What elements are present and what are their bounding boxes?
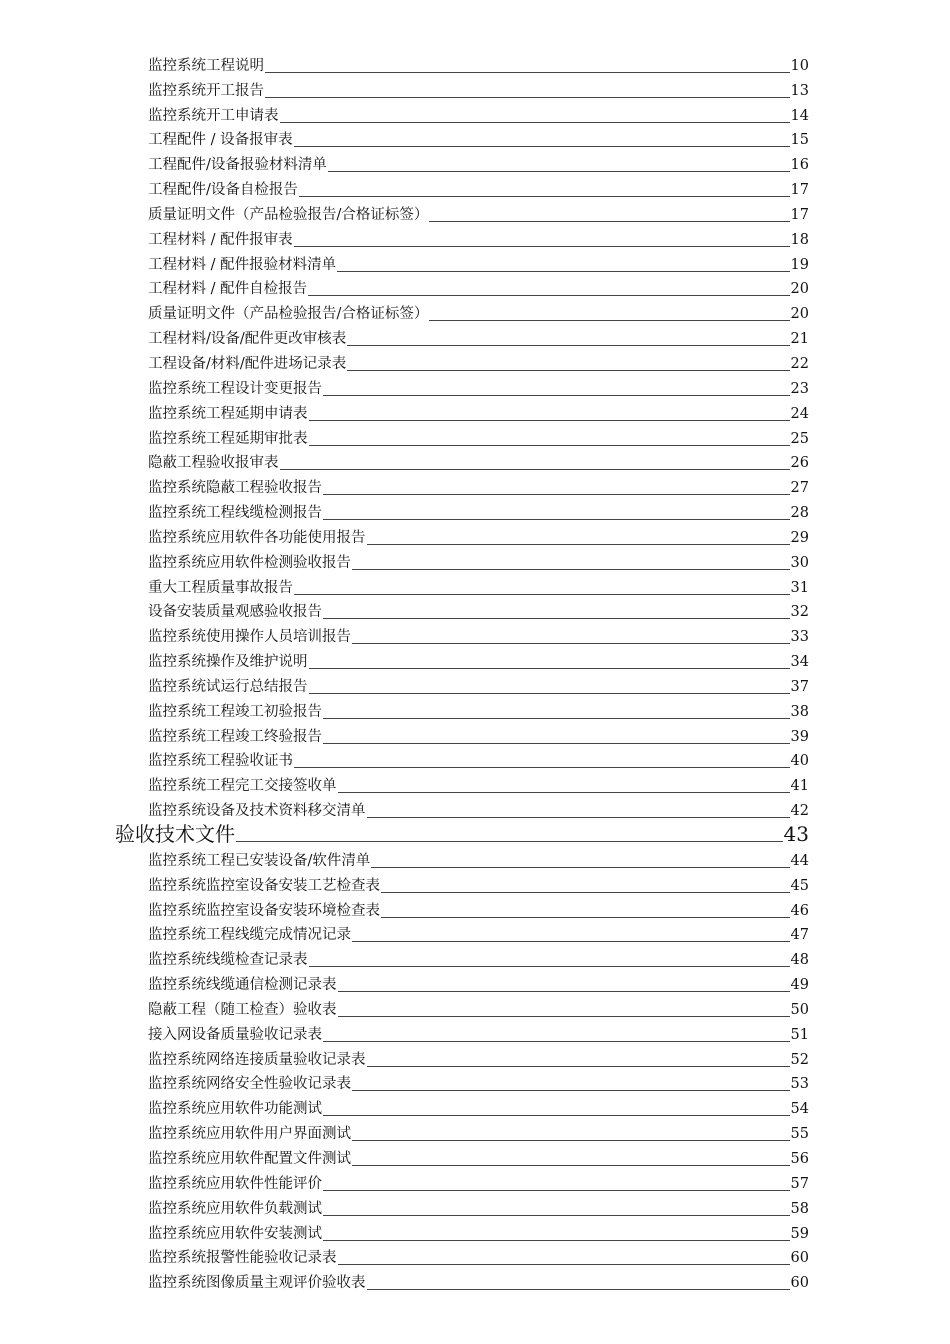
toc-entry-page-number: 18 (790, 231, 809, 248)
toc-entry[interactable] (0, 1118, 950, 1143)
toc-entry[interactable] (0, 696, 950, 721)
toc-leader-line (309, 445, 790, 446)
toc-leader-line (352, 1090, 790, 1091)
toc-entry[interactable] (0, 1093, 950, 1118)
toc-entry-title: 工程材料 / 配件报审表 (148, 231, 293, 248)
toc-leader-line (323, 494, 790, 495)
toc-entry-page-number: 42 (790, 803, 809, 820)
toc-entry[interactable] (0, 199, 950, 224)
toc-entry-page-number: 59 (790, 1225, 809, 1242)
toc-entry-page-number: 40 (790, 753, 809, 770)
toc-entry[interactable] (0, 646, 950, 671)
toc-entry[interactable] (0, 1193, 950, 1218)
toc-leader-line (294, 594, 790, 595)
toc-entry-page-number: 26 (790, 455, 809, 472)
toc-entry[interactable] (0, 274, 950, 299)
toc-entry[interactable] (0, 125, 950, 150)
toc-entry[interactable] (0, 671, 950, 696)
toc-entry-page-number: 17 (790, 182, 809, 199)
toc-leader-line (338, 1264, 790, 1265)
toc-leader-line (323, 618, 790, 619)
toc-entry-title: 监控系统应用软件配置文件测试 (148, 1150, 351, 1167)
toc-leader-line (381, 917, 790, 918)
toc-leader-line (309, 668, 790, 669)
toc-entry-page-number: 48 (790, 952, 809, 969)
toc-entry[interactable] (0, 1218, 950, 1243)
toc-entry[interactable] (0, 149, 950, 174)
toc-entry[interactable] (0, 50, 950, 75)
toc-leader-line (429, 320, 789, 321)
toc-leader-line (367, 1066, 790, 1067)
toc-entry[interactable] (0, 721, 950, 746)
toc-entry-title: 接入网设备质量验收记录表 (148, 1026, 322, 1043)
toc-entry-page-number: 33 (790, 629, 809, 646)
toc-entry[interactable] (0, 870, 950, 895)
toc-entry[interactable] (0, 373, 950, 398)
toc-entry-page-number: 55 (790, 1126, 809, 1143)
toc-entry-page-number: 24 (790, 405, 809, 422)
toc-leader-line (265, 72, 790, 73)
toc-leader-line (347, 345, 789, 346)
toc-entry[interactable] (0, 100, 950, 125)
toc-entry-page-number: 16 (790, 157, 809, 174)
toc-entry-page-number: 52 (790, 1051, 809, 1068)
toc-entry[interactable] (0, 398, 950, 423)
toc-entry-page-number: 38 (790, 703, 809, 720)
toc-entry[interactable] (0, 497, 950, 522)
toc-entry-page-number: 15 (790, 132, 809, 149)
toc-entry-title: 监控系统应用软件检测验收报告 (148, 554, 351, 571)
toc-entry-page-number: 27 (790, 480, 809, 497)
toc-entry-title: 监控系统应用软件负载测试 (148, 1200, 322, 1217)
toc-entry-title: 监控系统工程完工交接签收单 (148, 778, 337, 795)
toc-entry[interactable] (0, 1143, 950, 1168)
toc-entry[interactable] (0, 472, 950, 497)
toc-leader-line (323, 1190, 790, 1191)
toc-entry[interactable] (0, 1019, 950, 1044)
toc-entry-page-number: 32 (790, 604, 809, 621)
toc-entry-title: 监控系统网络连接质量验收记录表 (148, 1051, 366, 1068)
toc-entry-page-number: 45 (790, 877, 809, 894)
toc-entry[interactable] (0, 895, 950, 920)
toc-leader-line (280, 469, 790, 470)
toc-leader-line (352, 941, 790, 942)
toc-entry-title: 监控系统工程验收证书 (148, 753, 293, 770)
toc-entry[interactable] (0, 920, 950, 945)
toc-leader-line (352, 1165, 790, 1166)
toc-entry-title: 监控系统试运行总结报告 (148, 678, 308, 695)
toc-entry-title: 工程配件 / 设备报审表 (148, 132, 293, 149)
toc-leader-line (323, 718, 790, 719)
toc-entry-title: 监控系统操作及维护说明 (148, 654, 308, 671)
toc-leader-line (328, 171, 790, 172)
toc-leader-line (323, 1215, 790, 1216)
toc-entry-title: 监控系统应用软件性能评价 (148, 1175, 322, 1192)
toc-entry-title: 重大工程质量事故报告 (148, 579, 293, 596)
toc-entry-page-number: 43 (783, 822, 809, 846)
toc-entry-page-number: 54 (790, 1101, 809, 1118)
toc-leader-line (367, 544, 790, 545)
toc-entry-title: 监控系统监控室设备安装工艺检查表 (148, 877, 380, 894)
toc-entry[interactable] (0, 795, 950, 820)
toc-entry-page-number: 20 (790, 306, 809, 323)
toc-entry[interactable] (0, 597, 950, 622)
toc-leader-line (323, 1041, 790, 1042)
toc-leader-line (323, 1115, 790, 1116)
toc-entry-page-number: 60 (790, 1275, 809, 1292)
toc-entry-page-number: 49 (790, 977, 809, 994)
toc-entry-title: 工程材料 / 配件报验材料清单 (148, 256, 337, 273)
toc-entry-page-number: 50 (790, 1001, 809, 1018)
toc-entry-page-number: 58 (790, 1200, 809, 1217)
toc-entry-title: 工程材料 / 配件自检报告 (148, 281, 308, 298)
toc-entry-page-number: 39 (790, 728, 809, 745)
toc-entry[interactable] (0, 845, 950, 870)
toc-entry[interactable] (0, 547, 950, 572)
toc-entry[interactable] (0, 348, 950, 373)
toc-entry-title: 监控系统工程竣工终验报告 (148, 728, 322, 745)
toc-leader-line (299, 196, 790, 197)
toc-entry-title: 监控系统图像质量主观评价验收表 (148, 1275, 366, 1292)
toc-entry-page-number: 10 (790, 57, 809, 74)
toc-entry-title: 质量证明文件（产品检验报告/合格证标签） (148, 206, 429, 223)
toc-entry[interactable] (0, 298, 950, 323)
toc-entry-page-number: 53 (790, 1076, 809, 1093)
toc-leader-line (294, 767, 790, 768)
toc-entry-page-number: 22 (790, 355, 809, 372)
toc-entry[interactable] (0, 746, 950, 771)
toc-leader-line (323, 395, 790, 396)
toc-entry-page-number: 31 (790, 579, 809, 596)
toc-entry-page-number: 37 (790, 678, 809, 695)
toc-entry-title: 工程配件/设备自检报告 (148, 182, 298, 199)
toc-entry[interactable] (0, 448, 950, 473)
toc-entry-title: 监控系统工程延期申请表 (148, 405, 308, 422)
toc-entry-title: 工程材料/设备/配件更改审核表 (148, 331, 347, 348)
toc-entry[interactable] (0, 1044, 950, 1069)
toc-entry-page-number: 28 (790, 505, 809, 522)
toc-entry-title: 监控系统网络安全性验收记录表 (148, 1076, 351, 1093)
toc-entry-page-number: 56 (790, 1150, 809, 1167)
toc-section-heading[interactable] (0, 820, 950, 845)
toc-entry-title: 监控系统隐蔽工程验收报告 (148, 480, 322, 497)
toc-entry-title: 监控系统开工申请表 (148, 107, 279, 124)
toc-entry-page-number: 34 (790, 654, 809, 671)
toc-entry-title: 监控系统应用软件功能测试 (148, 1101, 322, 1118)
toc-entry[interactable] (0, 1168, 950, 1193)
toc-entry[interactable] (0, 994, 950, 1019)
toc-leader-line (347, 370, 789, 371)
toc-leader-line (367, 817, 790, 818)
toc-leader-line (352, 643, 790, 644)
toc-entry-page-number: 19 (790, 256, 809, 273)
toc-entry[interactable] (0, 522, 950, 547)
toc-entry-title: 监控系统工程设计变更报告 (148, 380, 322, 397)
toc-entry-title: 监控系统开工报告 (148, 82, 264, 99)
toc-entry-page-number: 57 (790, 1175, 809, 1192)
toc-entry-title: 监控系统工程延期审批表 (148, 430, 308, 447)
toc-entry-title: 验收技术文件 (115, 822, 235, 846)
toc-entry[interactable] (0, 174, 950, 199)
toc-entry[interactable] (0, 323, 950, 348)
toc-entry-title: 监控系统使用操作人员培训报告 (148, 629, 351, 646)
toc-entry-title: 监控系统工程说明 (148, 57, 264, 74)
toc-entry-page-number: 60 (790, 1250, 809, 1267)
toc-leader-line (308, 295, 789, 296)
toc-entry-title: 质量证明文件（产品检验报告/合格证标签） (148, 306, 429, 323)
toc-entry[interactable] (0, 1069, 950, 1094)
toc-leader-line (294, 146, 790, 147)
toc-entry-title: 监控系统设备及技术资料移交清单 (148, 803, 366, 820)
toc-leader-line (236, 841, 783, 842)
toc-entry-page-number: 29 (790, 529, 809, 546)
toc-entry[interactable] (0, 249, 950, 274)
toc-entry-title: 监控系统报警性能验收记录表 (148, 1250, 337, 1267)
toc-leader-line (352, 569, 790, 570)
toc-entry-title: 工程配件/设备报验材料清单 (148, 157, 327, 174)
toc-entry-page-number: 51 (790, 1026, 809, 1043)
toc-entry-title: 监控系统工程已安装设备/软件清单 (148, 852, 371, 869)
toc-leader-line (338, 1016, 790, 1017)
toc-leader-line (323, 1240, 790, 1241)
toc-entry-page-number: 17 (790, 206, 809, 223)
toc-leader-line (352, 1140, 790, 1141)
toc-entry-title: 监控系统应用软件各功能使用报告 (148, 529, 366, 546)
toc-leader-line (265, 97, 790, 98)
toc-entry-page-number: 47 (790, 927, 809, 944)
toc-entry[interactable] (0, 75, 950, 100)
toc-entry[interactable] (0, 572, 950, 597)
toc-leader-line (371, 867, 789, 868)
toc-entry-page-number: 13 (790, 82, 809, 99)
toc-entry[interactable] (0, 1243, 950, 1268)
toc-entry[interactable] (0, 770, 950, 795)
toc-entry[interactable] (0, 969, 950, 994)
toc-entry-title: 监控系统监控室设备安装环境检查表 (148, 902, 380, 919)
toc-entry-page-number: 14 (790, 107, 809, 124)
toc-entry-page-number: 23 (790, 380, 809, 397)
toc-entry-page-number: 21 (790, 331, 809, 348)
toc-entry[interactable] (0, 1267, 950, 1292)
toc-entry-title: 隐蔽工程（随工检查）验收表 (148, 1001, 337, 1018)
toc-entry-title: 监控系统工程线缆完成情况记录 (148, 927, 351, 944)
toc-leader-line (337, 271, 789, 272)
toc-entry-title: 设备安装质量观感验收报告 (148, 604, 322, 621)
toc-entry[interactable] (0, 423, 950, 448)
toc-entry-page-number: 46 (790, 902, 809, 919)
table-of-contents (0, 50, 950, 1292)
toc-leader-line (309, 966, 790, 967)
toc-leader-line (323, 519, 790, 520)
toc-leader-line (338, 792, 790, 793)
toc-entry-page-number: 41 (790, 778, 809, 795)
toc-leader-line (367, 1289, 790, 1290)
toc-leader-line (294, 246, 790, 247)
toc-leader-line (338, 991, 790, 992)
toc-leader-line (280, 122, 790, 123)
toc-entry-title: 监控系统线缆检查记录表 (148, 952, 308, 969)
toc-entry-title: 监控系统应用软件用户界面测试 (148, 1126, 351, 1143)
toc-leader-line (323, 743, 790, 744)
toc-entry-page-number: 30 (790, 554, 809, 571)
toc-leader-line (309, 693, 790, 694)
toc-entry-page-number: 20 (790, 281, 809, 298)
toc-entry[interactable] (0, 224, 950, 249)
toc-leader-line (309, 420, 790, 421)
toc-leader-line (429, 221, 789, 222)
toc-entry-title: 工程设备/材料/配件进场记录表 (148, 355, 347, 372)
toc-entry[interactable] (0, 621, 950, 646)
toc-entry-title: 监控系统应用软件安装测试 (148, 1225, 322, 1242)
toc-entry-page-number: 25 (790, 430, 809, 447)
toc-entry-title: 监控系统工程竣工初验报告 (148, 703, 322, 720)
toc-entry-page-number: 44 (790, 852, 809, 869)
toc-leader-line (381, 892, 790, 893)
toc-entry[interactable] (0, 944, 950, 969)
toc-entry-title: 监控系统线缆通信检测记录表 (148, 977, 337, 994)
toc-entry-title: 隐蔽工程验收报审表 (148, 455, 279, 472)
toc-entry-title: 监控系统工程线缆检测报告 (148, 505, 322, 522)
